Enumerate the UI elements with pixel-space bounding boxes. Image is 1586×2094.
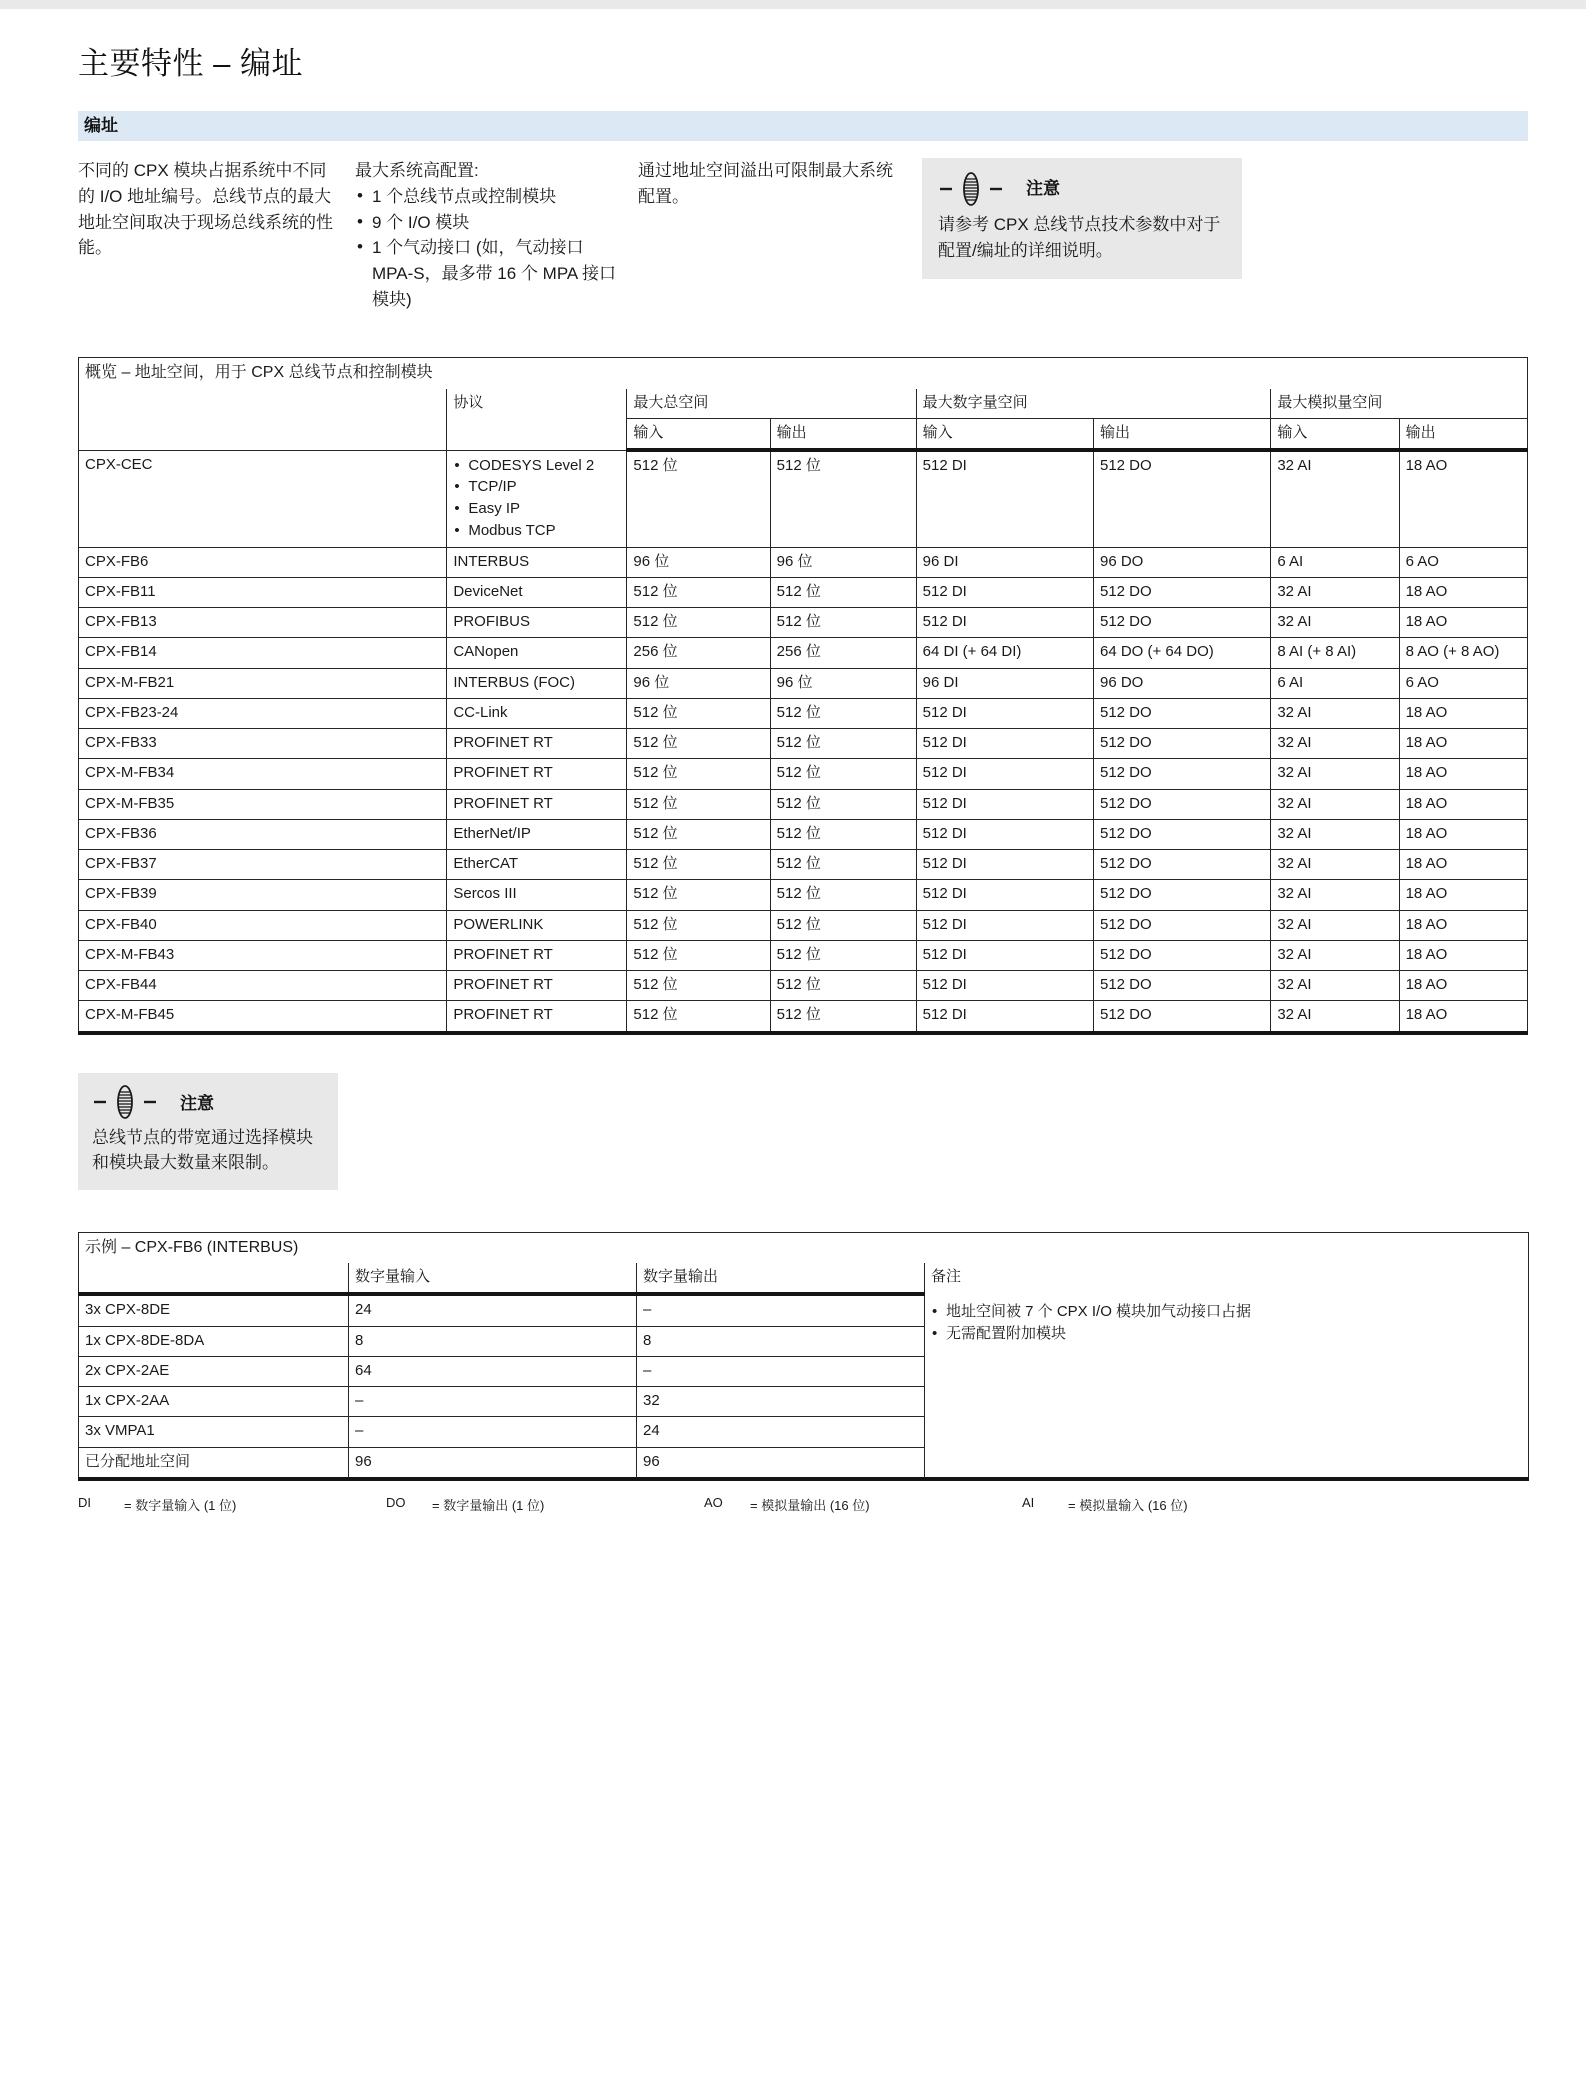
cell-total-output: 512 位 (770, 698, 916, 728)
cell-digital-output: 24 (637, 1417, 925, 1447)
cell-digital-output: 512 DO (1093, 1001, 1270, 1033)
section-header-bar: 编址 (78, 111, 1528, 141)
legend-value: = 数字量输出 (1 位) (432, 1497, 545, 1513)
cell-module-name: CPX-FB44 (79, 971, 447, 1001)
list-item: • 9 个 I/O 模块 (355, 210, 622, 236)
cell-digital-input: 512 DI (916, 608, 1093, 638)
cell-total-output: 96 位 (770, 547, 916, 577)
cell-total-output: 512 位 (770, 910, 916, 940)
table-header-row (79, 1263, 1529, 1294)
legend-value: = 数字量输入 (1 位) (124, 1497, 237, 1513)
column-header-analog-space: 最大模拟量空间 (1271, 389, 1528, 419)
cell-digital-input: – (349, 1417, 637, 1447)
address-space-table (78, 357, 1528, 1035)
table-row (79, 698, 1528, 728)
legend-item-ao (704, 1495, 1022, 1514)
cell-total-output: 512 位 (770, 759, 916, 789)
cell-analog-input: 32 AI (1271, 910, 1399, 940)
cell-module-name: CPX-FB13 (79, 608, 447, 638)
cell-total-input: 512 位 (627, 698, 770, 728)
column-header-name (79, 389, 447, 451)
cell-protocol: PROFINET RT (447, 789, 627, 819)
cell-total-input: 512 位 (627, 729, 770, 759)
cell-digital-output: 512 DO (1093, 759, 1270, 789)
cell-protocol: INTERBUS (FOC) (447, 668, 627, 698)
cell-digital-output: 512 DO (1093, 450, 1270, 547)
note-header (92, 1085, 324, 1119)
table-row (79, 789, 1528, 819)
cell-digital-output: 512 DO (1093, 880, 1270, 910)
column-header-digital-output: 数字量输出 (637, 1263, 925, 1294)
max-config-list (355, 184, 622, 313)
cell-analog-output: 18 AO (1399, 1001, 1527, 1033)
cell-analog-input: 32 AI (1271, 608, 1399, 638)
remarks-list (931, 1301, 1522, 1345)
intro-column-1 (78, 158, 355, 313)
cell-total-output: 512 位 (770, 971, 916, 1001)
cell-digital-output: 96 DO (1093, 547, 1270, 577)
cell-digital-output: 512 DO (1093, 910, 1270, 940)
cell-analog-output: 18 AO (1399, 729, 1527, 759)
cell-protocol: EtherCAT (447, 850, 627, 880)
cell-digital-input: 512 DI (916, 819, 1093, 849)
cell-total-input: 96 位 (627, 547, 770, 577)
cell-module-name: CPX-FB11 (79, 577, 447, 607)
cell-analog-output: 6 AO (1399, 668, 1527, 698)
cell-digital-output: 512 DO (1093, 819, 1270, 849)
column-header-total-output: 输出 (770, 418, 916, 450)
cell-total-input: 512 位 (627, 910, 770, 940)
cell-analog-output: 18 AO (1399, 971, 1527, 1001)
cell-analog-input: 32 AI (1271, 729, 1399, 759)
cell-module-name: CPX-M-FB43 (79, 940, 447, 970)
legend-item-ai (1022, 1495, 1188, 1514)
cell-digital-input: 64 DI (+ 64 DI) (916, 638, 1093, 668)
table-row (79, 729, 1528, 759)
cell-total-output: 512 位 (770, 608, 916, 638)
cell-digital-input: 96 (349, 1447, 637, 1479)
legend-key: AI (1022, 1494, 1035, 1510)
cell-digital-output: 32 (637, 1387, 925, 1417)
cell-total-output: 512 位 (770, 450, 916, 547)
cell-digital-input: 512 DI (916, 759, 1093, 789)
table-row (79, 759, 1528, 789)
cell-analog-input: 8 AI (+ 8 AI) (1271, 638, 1399, 668)
cell-digital-input: 96 DI (916, 668, 1093, 698)
table-caption-row (79, 1232, 1529, 1263)
column-header-digital-input: 输入 (916, 418, 1093, 450)
note-body: 请参考 CPX 总线节点技术参数中对于配置/编址的详细说明。 (938, 215, 1221, 260)
cell-analog-input: 6 AI (1271, 668, 1399, 698)
legend-value: = 模拟量输入 (16 位) (1068, 1497, 1188, 1513)
cell-digital-output: – (637, 1294, 925, 1326)
cell-analog-input: 32 AI (1271, 1001, 1399, 1033)
column-header-analog-input: 输入 (1271, 418, 1399, 450)
intro-paragraph-3: 通过地址空间溢出可限制最大系统配置。 (638, 161, 893, 206)
legend-value: = 模拟量输出 (16 位) (750, 1497, 870, 1513)
cell-analog-input: 32 AI (1271, 850, 1399, 880)
cell-total-output: 96 位 (770, 668, 916, 698)
cell-analog-input: 32 AI (1271, 789, 1399, 819)
note-title: 注意 (1026, 179, 1060, 199)
cell-analog-input: 32 AI (1271, 819, 1399, 849)
cell-digital-output: 8 (637, 1326, 925, 1356)
cell-module-name: CPX-FB14 (79, 638, 447, 668)
protocol-list (453, 455, 620, 542)
cell-total-output: 512 位 (770, 880, 916, 910)
cell-total-input: 512 位 (627, 971, 770, 1001)
cell-analog-output: 18 AO (1399, 608, 1527, 638)
cell-protocol: INTERBUS (447, 547, 627, 577)
cell-analog-input: 32 AI (1271, 759, 1399, 789)
table-row (79, 940, 1528, 970)
cell-module-name: 1x CPX-2AA (79, 1387, 349, 1417)
cell-digital-input: 512 DI (916, 1001, 1093, 1033)
cell-total-input: 512 位 (627, 940, 770, 970)
cell-total-output: 512 位 (770, 729, 916, 759)
list-item: • TCP/IP (453, 476, 620, 498)
cell-analog-output: 18 AO (1399, 880, 1527, 910)
cell-total-input: 512 位 (627, 1001, 770, 1033)
cell-digital-output: 96 (637, 1447, 925, 1479)
cell-module-name: CPX-M-FB35 (79, 789, 447, 819)
list-item: • Modbus TCP (453, 520, 620, 542)
cell-module-name: CPX-FB23-24 (79, 698, 447, 728)
cell-analog-output: 18 AO (1399, 940, 1527, 970)
cell-digital-output: 512 DO (1093, 608, 1270, 638)
table-row (79, 547, 1528, 577)
cell-total-input: 512 位 (627, 450, 770, 547)
cell-protocol (447, 450, 627, 547)
cell-analog-input: 32 AI (1271, 698, 1399, 728)
cell-total-output: 512 位 (770, 819, 916, 849)
example-table (78, 1232, 1529, 1481)
cell-digital-output: 512 DO (1093, 850, 1270, 880)
cell-digital-input: 512 DI (916, 577, 1093, 607)
cell-module-name: 已分配地址空间 (79, 1447, 349, 1479)
cell-protocol: PROFINET RT (447, 759, 627, 789)
column-header-name (79, 1263, 349, 1294)
cell-total-output: 256 位 (770, 638, 916, 668)
main-table-wrapper (78, 357, 1528, 1035)
intro-column-3 (638, 158, 922, 313)
legend-item-do (386, 1495, 704, 1514)
cell-analog-output: 18 AO (1399, 698, 1527, 728)
list-item: • 地址空间被 7 个 CPX I/O 模块加气动接口占据 (931, 1301, 1522, 1323)
intro-column-4 (922, 158, 1242, 313)
cell-module-name: CPX-M-FB21 (79, 668, 447, 698)
cell-digital-output: 512 DO (1093, 971, 1270, 1001)
cell-total-output: 512 位 (770, 577, 916, 607)
column-header-total-space: 最大总空间 (627, 389, 916, 419)
table-row (79, 577, 1528, 607)
cell-protocol: POWERLINK (447, 910, 627, 940)
cell-analog-output: 18 AO (1399, 577, 1527, 607)
cell-total-input: 512 位 (627, 880, 770, 910)
cell-total-input: 512 位 (627, 608, 770, 638)
list-item: • 1 个总线节点或控制模块 (355, 184, 622, 210)
cell-total-input: 512 位 (627, 789, 770, 819)
column-header-analog-output: 输出 (1399, 418, 1527, 450)
cell-protocol: PROFINET RT (447, 729, 627, 759)
cell-total-input: 512 位 (627, 577, 770, 607)
cell-module-name: 3x VMPA1 (79, 1417, 349, 1447)
note-header (938, 172, 1226, 206)
cell-total-input: 96 位 (627, 668, 770, 698)
intro-column-2 (355, 158, 638, 313)
cell-module-name: CPX-FB37 (79, 850, 447, 880)
table-caption-row (79, 357, 1528, 388)
intro-columns (78, 158, 1528, 313)
note-lamp-icon (92, 1085, 158, 1119)
cell-digital-input: 96 DI (916, 547, 1093, 577)
column-header-digital-input: 数字量输入 (349, 1263, 637, 1294)
cell-analog-output: 8 AO (+ 8 AO) (1399, 638, 1527, 668)
cell-protocol: PROFINET RT (447, 1001, 627, 1033)
cell-module-name: CPX-FB33 (79, 729, 447, 759)
cell-total-input: 512 位 (627, 759, 770, 789)
cell-digital-input: 512 DI (916, 698, 1093, 728)
cell-digital-output: – (637, 1356, 925, 1386)
cell-digital-input: 512 DI (916, 910, 1093, 940)
cell-digital-input: 512 DI (916, 880, 1093, 910)
table-header-group-row (79, 389, 1528, 419)
cell-analog-input: 6 AI (1271, 547, 1399, 577)
note-box-bottom (78, 1073, 338, 1190)
cell-module-name: CPX-FB36 (79, 819, 447, 849)
cell-digital-input: – (349, 1387, 637, 1417)
legend-row (78, 1495, 1528, 1514)
legend-key: DI (78, 1494, 91, 1510)
cell-analog-output: 18 AO (1399, 789, 1527, 819)
table-row (79, 819, 1528, 849)
column-header-protocol: 协议 (447, 389, 627, 451)
note-body: 总线节点的带宽通过选择模块和模块最大数量来限制。 (92, 1127, 313, 1173)
cell-analog-input: 32 AI (1271, 940, 1399, 970)
table-row (79, 638, 1528, 668)
cell-module-name: 3x CPX-8DE (79, 1294, 349, 1326)
cell-digital-output: 96 DO (1093, 668, 1270, 698)
column-header-digital-output: 输出 (1093, 418, 1270, 450)
cell-protocol: PROFIBUS (447, 608, 627, 638)
list-item: • Easy IP (453, 498, 620, 520)
cell-module-name: CPX-FB6 (79, 547, 447, 577)
column-header-remarks (925, 1263, 1529, 1479)
cell-analog-output: 18 AO (1399, 850, 1527, 880)
cell-module-name: CPX-FB39 (79, 880, 447, 910)
cell-total-output: 512 位 (770, 1001, 916, 1033)
cell-total-input: 512 位 (627, 819, 770, 849)
note-box-top (922, 158, 1242, 279)
cell-digital-input: 512 DI (916, 850, 1093, 880)
note-title: 注意 (180, 1094, 214, 1114)
cell-digital-input: 512 DI (916, 789, 1093, 819)
cell-total-output: 512 位 (770, 940, 916, 970)
cell-module-name: CPX-FB40 (79, 910, 447, 940)
cell-protocol: CANopen (447, 638, 627, 668)
page-content (78, 0, 1528, 1514)
table-row (79, 850, 1528, 880)
cell-protocol: PROFINET RT (447, 940, 627, 970)
cell-digital-input: 512 DI (916, 940, 1093, 970)
legend-key: AO (704, 1494, 723, 1510)
cell-digital-input: 512 DI (916, 971, 1093, 1001)
legend-key: DO (386, 1494, 406, 1510)
table-row (79, 1001, 1528, 1033)
cell-analog-output: 6 AO (1399, 547, 1527, 577)
cell-digital-input: 512 DI (916, 450, 1093, 547)
cell-protocol: Sercos III (447, 880, 627, 910)
note-lamp-icon (938, 172, 1004, 206)
table-caption: 概览 – 地址空间，用于 CPX 总线节点和控制模块 (79, 357, 1528, 388)
example-table-wrapper (78, 1232, 1528, 1481)
column-header-digital-space: 最大数字量空间 (916, 389, 1271, 419)
cell-module-name: CPX-M-FB34 (79, 759, 447, 789)
cell-analog-input: 32 AI (1271, 577, 1399, 607)
list-item: • 1 个气动接口 (如，气动接口 MPA-S，最多带 16 个 MPA 接口模块) (355, 235, 622, 312)
cell-digital-input: 64 (349, 1356, 637, 1386)
cell-module-name: CPX-CEC (79, 450, 447, 547)
cell-analog-output: 18 AO (1399, 450, 1527, 547)
cell-digital-output: 512 DO (1093, 940, 1270, 970)
cell-protocol: CC-Link (447, 698, 627, 728)
remarks-header-label: 备注 (931, 1268, 962, 1286)
cell-digital-output: 512 DO (1093, 729, 1270, 759)
column-header-total-input: 输入 (627, 418, 770, 450)
cell-digital-output: 512 DO (1093, 789, 1270, 819)
table-row (79, 880, 1528, 910)
table-row (79, 450, 1528, 547)
list-item: • CODESYS Level 2 (453, 455, 620, 477)
cell-total-output: 512 位 (770, 789, 916, 819)
cell-protocol: DeviceNet (447, 577, 627, 607)
table-caption: 示例 – CPX-FB6 (INTERBUS) (79, 1232, 1529, 1263)
cell-protocol: PROFINET RT (447, 971, 627, 1001)
table-row (79, 910, 1528, 940)
cell-module-name: 2x CPX-2AE (79, 1356, 349, 1386)
cell-analog-output: 18 AO (1399, 910, 1527, 940)
cell-digital-input: 8 (349, 1326, 637, 1356)
cell-module-name: CPX-M-FB45 (79, 1001, 447, 1033)
list-item: • 无需配置附加模块 (931, 1323, 1522, 1345)
cell-analog-input: 32 AI (1271, 450, 1399, 547)
cell-analog-input: 32 AI (1271, 880, 1399, 910)
cell-protocol: EtherNet/IP (447, 819, 627, 849)
cell-analog-input: 32 AI (1271, 971, 1399, 1001)
legend-item-di (78, 1495, 386, 1514)
cell-digital-output: 512 DO (1093, 698, 1270, 728)
cell-digital-input: 512 DI (916, 729, 1093, 759)
cell-total-input: 512 位 (627, 850, 770, 880)
table-row (79, 668, 1528, 698)
intro-paragraph-1: 不同的 CPX 模块占据系统中不同的 I/O 地址编号。总线节点的最大地址空间取决于现场总线系统的性能。 (78, 161, 333, 258)
cell-total-input: 256 位 (627, 638, 770, 668)
page-title: 主要特性 – 编址 (78, 46, 303, 81)
cell-module-name: 1x CPX-8DE-8DA (79, 1326, 349, 1356)
cell-total-output: 512 位 (770, 850, 916, 880)
cell-digital-output: 512 DO (1093, 577, 1270, 607)
cell-digital-input: 24 (349, 1294, 637, 1326)
table-row (79, 971, 1528, 1001)
max-config-heading: 最大系统高配置: (355, 161, 479, 180)
table-row (79, 608, 1528, 638)
cell-analog-output: 18 AO (1399, 819, 1527, 849)
cell-analog-output: 18 AO (1399, 759, 1527, 789)
cell-digital-output: 64 DO (+ 64 DO) (1093, 638, 1270, 668)
